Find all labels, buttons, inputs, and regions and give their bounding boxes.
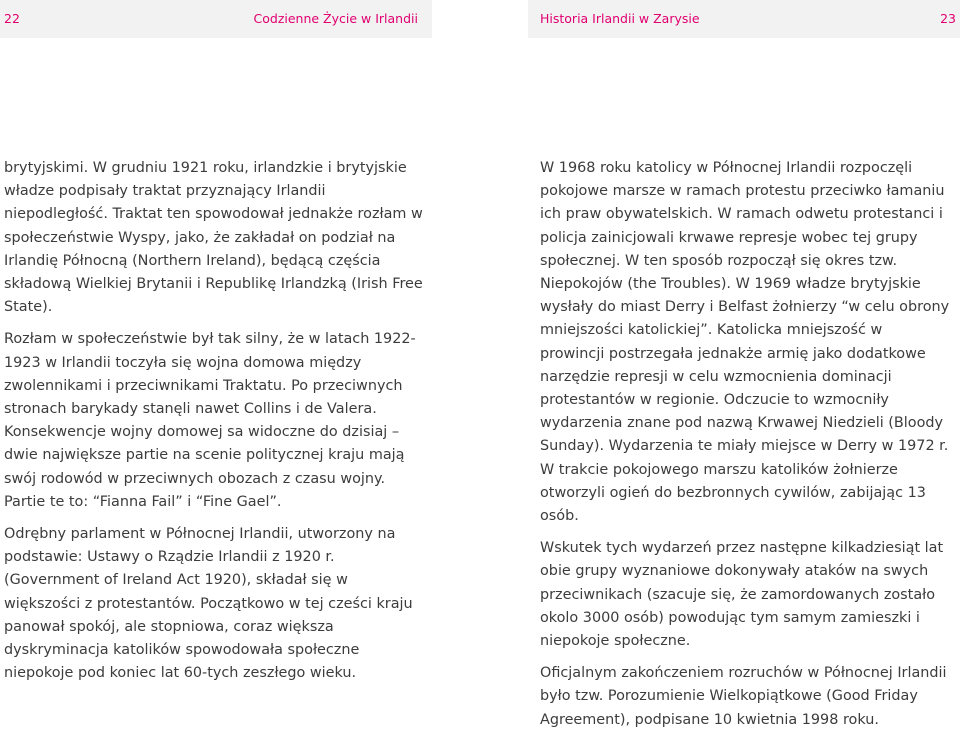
paragraph: Wskutek tych wydarzeń przez następne kilkadziesiąt lat obie grupy wyznaniowe dokonywały ataków na swych przeciwnikach (szacuje się, że zamordowanych zostało okolo 3000 osób) powodując tym samym zamieszki i niepokoje społeczne. [540, 540, 944, 650]
left-page-header [0, 0, 432, 38]
paragraph: Rozłam w społeczeństwie był tak silny, że w latach 1922-1923 w Irlandii toczyła się wojna domowa między zwolennikami i przeciwnikami Traktatu. Po przeciwnych stronach barykady stanęli nawet Collins i de Valera. Konsekwencje wojny domowej sa widoczne do dzisiaj – dwie największe partie na scenie politycznej kraju mają swój rodowód w przeciwnych obozach z czasu wojny. Partie te to: “Fianna Fail” i “Fine Gael”. [4, 331, 416, 510]
right-text-column [540, 157, 950, 741]
left-text-column [4, 157, 424, 694]
paragraph: brytyjskimi. W grudniu 1921 roku, irlandzkie i brytyjskie władze podpisały traktat przyznający Irlandii niepodległość. Traktat ten spowodował jednakże rozłam w społeczeństwie Wyspy, jako, że zakładał on podział na Irlandię Północną (Northern Ireland), będącą częścia składową Wielkiej Brytanii i Republikę Irlandzką (Irish Free State). [4, 160, 423, 316]
paragraph: W 1968 roku katolicy w Północnej Irlandii rozpoczęli pokojowe marsze w ramach protestu przeciwko łamaniu ich praw obywatelskich. W ramach odwetu protestanci i policja zainicjowali krwawe represje wobec tej grupy społecznej. W ten sposób rozpoczął się okres tzw. Niepokojów (the Troubles). W 1969 władze brytyjskie wysłały do miast Derry i Belfast żołnierzy “w celu obrony mniejszości katolickiej”. Katolicka mniejszość w prowincji postrzegała jednakże armię jako dodatkowe narzędzie represji w celu wzmocnienia dominacji protestantów w regionie. Odczucie to wzmocniły wydarzenia znane pod nazwą Krwawej Niedzieli (Bloody Sunday). Wydarzenia te miały miejsce w Derry w 1972 r. W trakcie pokojowego marszu katolików żołnierze otworzyli ogień do bezbronnych cywilów, zabijając 13 osób. [540, 160, 950, 525]
paragraph: Oficjalnym zakończeniem rozruchów w Północnej Irlandii było tzw. Porozumienie Wielkopiątkowe (Good Friday Agreement), podpisane 10 kwietnia 1998 roku. [540, 665, 947, 728]
page-number-left: 22 [4, 11, 20, 26]
paragraph: Odrębny parlament w Północnej Irlandii, utworzony na podstawie: Ustawy o Rządzie Irlandii z 1920 r. (Government of Ireland Act 1920), składał się w większości z protestantów. Początkowo w tej cześci kraju panował spokój, ale stopniowa, coraz większa dyskryminacja katolików spowodowała społeczne niepokoje pod koniec lat 60-tych zeszłego wieku. [4, 526, 413, 682]
right-page [480, 0, 960, 728]
running-title-left: Codzienne Życie w Irlandii [253, 11, 418, 26]
left-page [0, 0, 480, 682]
running-title-right: Historia Irlandii w Zarysie [540, 11, 700, 26]
page-number-right: 23 [940, 11, 956, 26]
right-page-header [528, 0, 960, 38]
